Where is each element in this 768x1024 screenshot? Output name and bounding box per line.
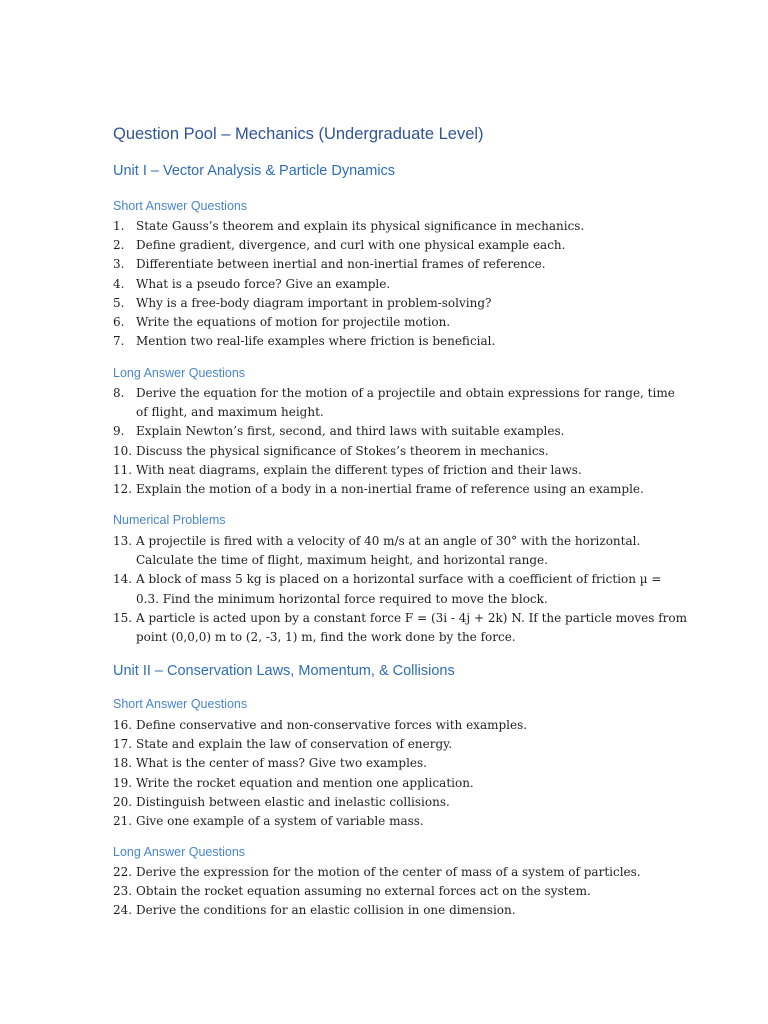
question-item [113,313,663,332]
question-number: 10. [113,443,133,458]
question-number: 8. [113,386,125,400]
question-number: 13. [113,534,133,548]
question-text: Derive the expression for the motion of the center of mass of a system of particles. [136,865,641,879]
question-number: 20. [113,794,133,809]
question-text: Write the rocket equation and mention one application. [136,775,474,790]
unit-heading-1: Unit I – Vector Analysis & Particle Dynamics [113,163,396,179]
question-list-short-answer [113,217,663,351]
question-text-line: A particle is acted upon by a constant force F = (3i - 4j + 2k) N. If the particle moves from [136,610,687,625]
question-number: 16. [113,718,133,732]
question-item [113,882,663,901]
question-text: Write the equations of motion for projectile motion. [136,315,451,330]
question-number: 14. [113,572,133,587]
question-number: 22. [113,865,133,879]
section-heading-short-answer: Short Answer Questions [113,697,248,711]
question-text: Define conservative and non-conservative forces with examples. [136,718,528,732]
question-item [113,901,663,920]
question-text: Obtain the rocket equation assuming no external forces act on the system. [136,884,591,899]
question-item [113,332,663,351]
question-text: Differentiate between inertial and non-inertial frames of reference. [136,257,546,272]
question-item [113,236,663,255]
question-item [113,422,663,441]
question-item [113,812,663,831]
question-item [113,442,663,461]
question-item [113,217,663,236]
unit-heading-2: Unit II – Conservation Laws, Momentum, & Collisions [113,663,455,679]
question-number: 6. [113,315,125,330]
question-number: 17. [113,737,133,752]
section-heading-numerical-problems: Numerical Problems [113,513,226,527]
question-text-line: 0.3. Find the minimum horizontal force required to move the block. [136,591,548,606]
question-item [113,255,663,274]
question-list-long-answer [113,384,675,499]
question-number: 12. [113,482,133,497]
question-item [113,570,663,608]
question-number: 23. [113,884,133,899]
question-item [113,461,663,480]
question-number: 19. [113,775,133,790]
question-text: Distinguish between elastic and inelastic collisions. [136,794,450,809]
section-heading-short-answer: Short Answer Questions [113,199,248,213]
question-text: Why is a free-body diagram important in problem-solving? [136,295,492,310]
question-number: 1. [113,219,125,233]
question-number: 3. [113,257,125,272]
question-text-line: A projectile is fired with a velocity of 40 m/s at an angle of 30° with the horizontal. [136,534,641,548]
section-heading-long-answer: Long Answer Questions [113,366,246,380]
question-list-long-answer [113,863,663,921]
question-number: 2. [113,238,125,253]
question-text-line: Calculate the time of flight, maximum height, and horizontal range. [136,553,548,568]
question-item [113,793,663,812]
question-text-line: of flight, and maximum height. [136,405,324,420]
question-item [113,384,675,422]
question-text: Explain Newton’s first, second, and third laws with suitable examples. [136,424,565,439]
question-text-line: point (0,0,0) m to (2, -3, 1) m, find the work done by the force. [136,630,516,645]
question-text: State Gauss’s theorem and explain its physical significance in mechanics. [136,219,585,233]
section-heading-long-answer: Long Answer Questions [113,845,246,859]
question-item [113,609,687,647]
question-list-short-answer [113,716,663,831]
question-item [113,863,663,882]
question-item [113,735,663,754]
question-list-numerical-problems [113,532,687,647]
question-item [113,754,663,773]
question-text: Give one example of a system of variable mass. [136,814,424,829]
question-text: With neat diagrams, explain the different types of friction and their laws. [136,462,582,477]
question-text: State and explain the law of conservation of energy. [136,737,453,752]
question-number: 4. [113,276,125,291]
question-text: What is the center of mass? Give two examples. [136,756,427,771]
question-number: 9. [113,424,125,439]
question-number: 5. [113,295,125,310]
page-title: Question Pool – Mechanics (Undergraduate Level) [113,125,484,143]
question-text: Discuss the physical significance of Stokes’s theorem in mechanics. [136,443,549,458]
question-text: Define gradient, divergence, and curl with one physical example each. [136,238,566,253]
question-item [113,480,663,499]
question-text-line: Derive the equation for the motion of a projectile and obtain expressions for range, time [136,386,675,400]
question-item [113,774,663,793]
question-text: Derive the conditions for an elastic collision in one dimension. [136,903,516,918]
question-text: What is a pseudo force? Give an example. [136,276,391,291]
question-item [113,716,663,735]
question-item [113,532,663,570]
question-number: 21. [113,814,133,829]
question-text: Mention two real-life examples where friction is beneficial. [136,334,496,349]
question-item [113,294,663,313]
question-text-line: A block of mass 5 kg is placed on a horizontal surface with a coefficient of friction µ = [136,572,662,587]
question-number: 7. [113,334,125,349]
question-number: 11. [113,462,133,477]
question-number: 18. [113,756,133,771]
question-number: 24. [113,903,133,918]
question-item [113,275,663,294]
question-text: Explain the motion of a body in a non-inertial frame of reference using an example. [136,482,644,497]
question-number: 15. [113,610,133,625]
